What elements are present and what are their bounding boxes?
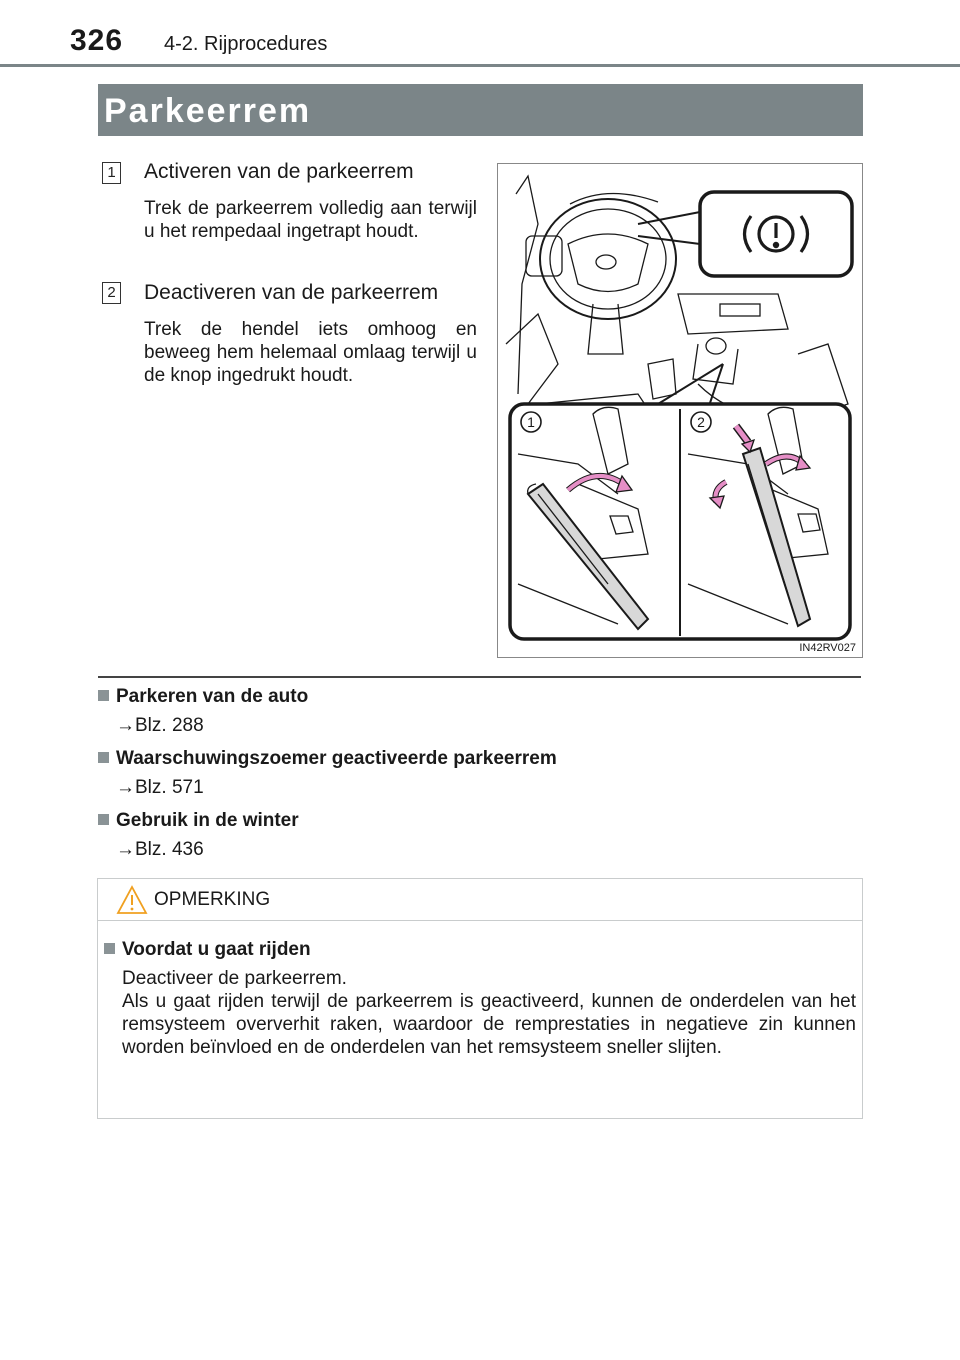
figure-code: IN42RV027 <box>799 642 856 654</box>
chapter-title: 4-2. Rijprocedures <box>164 33 328 55</box>
step-1-text: Trek de parkeerrem volledig aan terwijl u het rempedaal ingetrapt houdt. <box>144 198 477 242</box>
step-1-badge: 1 <box>102 162 121 184</box>
note-title-3: Gebruik in de winter <box>98 810 299 832</box>
note-title-2: Waarschuwingszoemer geactiveerde parkeerrem <box>98 748 557 770</box>
note-ref-1: →Blz. 288 <box>116 715 204 736</box>
notice-header <box>98 879 862 921</box>
section-rule <box>98 676 861 678</box>
header-rule <box>0 64 960 67</box>
page-number: 326 <box>70 24 124 57</box>
notice-item-title: Voordat u gaat rijden <box>104 939 311 961</box>
bullet-square <box>98 690 109 701</box>
notice-box <box>97 878 863 1119</box>
notice-line-2: Als u gaat rijden terwijl de parkeerrem is geactiveerd, kunnen de onderdelen van het remsysteem oververhit raken, waardoor de remprestaties in negatieve zin kunnen worden beïnvloed en de onderdelen van het remsysteem sneller slijten. <box>122 991 856 1058</box>
note-ref-2: →Blz. 571 <box>116 777 204 798</box>
warning-triangle-icon <box>116 885 148 915</box>
bullet-square <box>98 752 109 763</box>
step-2-text: Trek de hendel iets omhoog en beweeg hem helemaal omlaag terwijl u de knop ingedrukt houdt. <box>144 319 477 386</box>
section-banner <box>98 84 863 136</box>
figure-callout-2: 2 <box>697 414 705 430</box>
figure-callout-1: 1 <box>527 414 535 430</box>
notice-body <box>122 967 856 1059</box>
bullet-square <box>98 814 109 825</box>
notice-label: OPMERKING <box>154 889 271 910</box>
parking-brake-illustration <box>497 163 863 658</box>
step-1-heading: Activeren van de parkeerrem <box>144 160 414 183</box>
step-2-heading: Deactiveren van de parkeerrem <box>144 281 439 304</box>
note-title-1: Parkeren van de auto <box>98 686 308 708</box>
step-2-badge: 2 <box>102 282 121 304</box>
section-title: Parkeerrem <box>104 92 312 130</box>
note-ref-3: →Blz. 436 <box>116 839 204 860</box>
notice-line-1: Deactiveer de parkeerrem. <box>122 968 347 989</box>
bullet-square <box>104 943 115 954</box>
